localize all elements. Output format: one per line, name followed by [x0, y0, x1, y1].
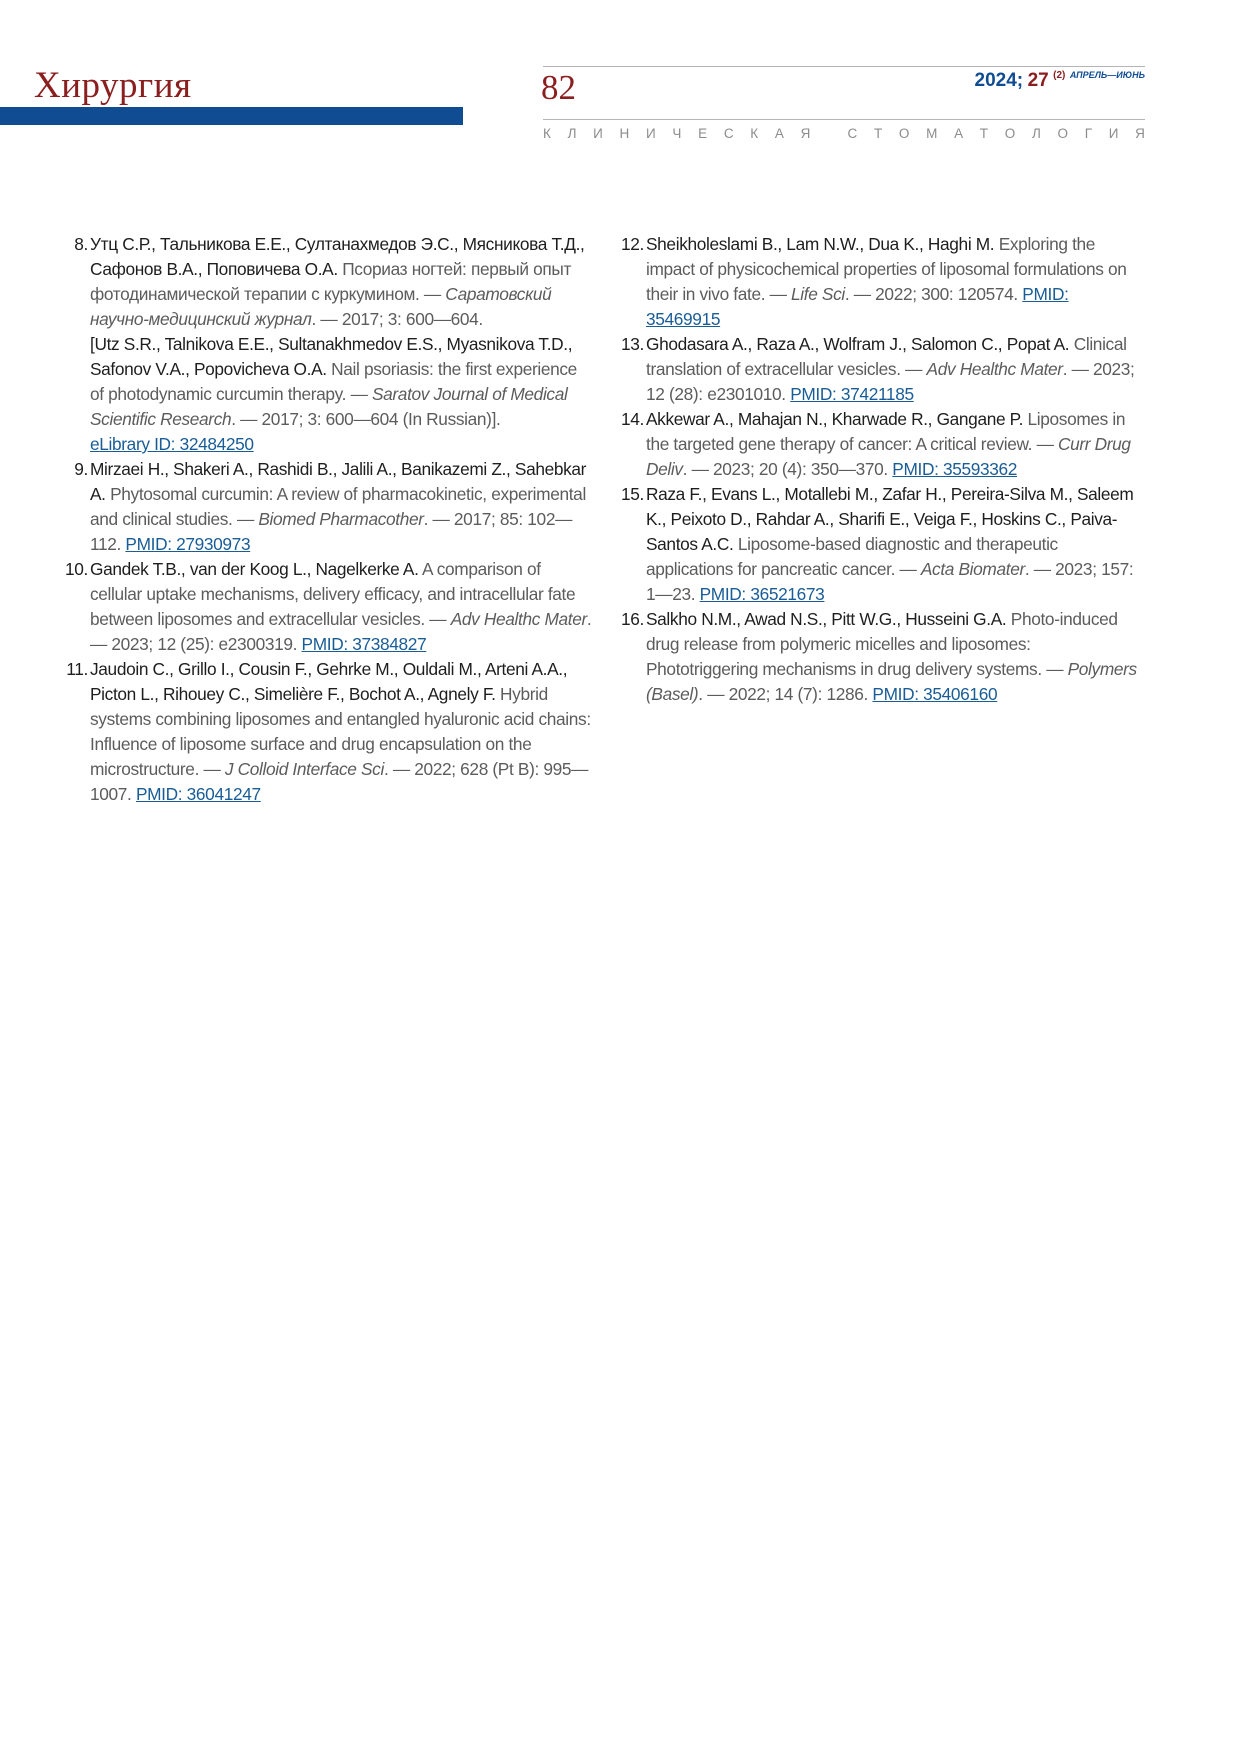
reference-journal: Саратовский научно-медицинский журнал	[90, 284, 552, 329]
reference-authors: Sheikholeslami B., Lam N.W., Dua K., Haghi M.	[646, 234, 995, 254]
journal-name-letter: О	[1057, 125, 1069, 141]
references-left-column	[62, 232, 594, 807]
header-rule-top	[543, 66, 1145, 67]
reference-link[interactable]: PMID: 27930973	[125, 534, 251, 554]
journal-name-gap	[827, 126, 831, 141]
reference-number: 9.	[74, 459, 88, 479]
reference-link[interactable]: PMID: 35406160	[872, 684, 998, 704]
reference-authors: Утц С.Р., Тальникова Е.Е., Султанахмедов Э.С., Мясникова Т.Д., Сафонов В.А., Поповичева О.А.	[90, 234, 585, 279]
reference-journal: Adv Healthc Mater	[926, 359, 1063, 379]
reference-translit-details: . — 2017; 3: 600—604 (In Russian)].	[231, 409, 501, 429]
journal-name-letter: Л	[567, 125, 577, 141]
section-title: Хирургия	[34, 65, 192, 106]
reference-journal: J Colloid Interface Sci	[224, 759, 384, 779]
reference-details: . — 2023; 20 (4): 350—370.	[682, 459, 893, 479]
issue-number: (2)	[1053, 70, 1066, 81]
issue-year: 2024;	[974, 70, 1024, 91]
reference-number: 15.	[621, 484, 644, 504]
reference-authors: Gandek T.B., van der Koog L., Nagelkerke A.	[90, 559, 419, 579]
journal-name-letter: А	[774, 125, 784, 141]
reference-authors: Raza F., Evans L., Motallebi M., Zafar H., Pereira-Silva M., Saleem K., Peixoto D., Rahdar A., Sharifi E., Veiga F., Hoskins C., Paiva-Santos A.C.	[646, 484, 1134, 554]
reference-item	[62, 232, 594, 457]
journal-name-letter: К	[750, 125, 759, 141]
reference-journal: Biomed Pharmacother	[258, 509, 424, 529]
reference-journal: Acta Biomater	[920, 559, 1025, 579]
journal-name-letter: И	[1108, 125, 1119, 141]
journal-name-letter: К	[543, 125, 551, 141]
reference-authors: Salkho N.M., Awad N.S., Pitt W.G., Husseini G.A.	[646, 609, 1007, 629]
reference-link[interactable]: PMID: 35469915	[646, 284, 1069, 329]
reference-translit-bracket: [	[90, 334, 95, 354]
reference-number: 16.	[621, 609, 644, 629]
reference-journal: Adv Healthc Mater	[450, 609, 587, 629]
journal-name-letter: Г	[1084, 125, 1093, 141]
reference-journal: Life Sci	[791, 284, 845, 304]
reference-number: 13.	[621, 334, 644, 354]
reference-details: . — 2023; 12 (25): e2300319.	[90, 609, 592, 654]
reference-number: 8.	[74, 234, 88, 254]
reference-title: Псориаз ногтей: первый опыт фотодинамической терапии с куркумином. —	[90, 259, 572, 304]
reference-link[interactable]: PMID: 36041247	[135, 784, 261, 804]
journal-name-letter: Т	[873, 125, 883, 141]
reference-item	[618, 607, 1146, 707]
reference-authors: Akkewar A., Mahajan N., Kharwade R., Gangane P.	[646, 409, 1024, 429]
issue-info	[975, 70, 1146, 92]
reference-authors: Jaudoin C., Grillo I., Cousin F., Gehrke M., Ouldali M., Arteni A.A., Picton L., Rihouey C., Simelière F., Bochot A., Agnely F.	[90, 659, 568, 704]
journal-name	[543, 124, 1145, 142]
references-right-column	[618, 232, 1146, 707]
reference-number: 11.	[66, 659, 88, 679]
reference-link[interactable]: eLibrary ID: 32484250	[90, 434, 254, 454]
reference-link[interactable]: PMID: 37384827	[301, 634, 427, 654]
journal-name-letter: Я	[800, 125, 811, 141]
issue-months: АПРЕЛЬ—ИЮНЬ	[1069, 70, 1145, 80]
journal-name-letter: Т	[979, 125, 989, 141]
journal-name-letter: М	[926, 125, 938, 141]
reference-title: Liposomes in the targeted gene therapy of cancer: A critical review. —	[646, 409, 1126, 454]
reference-title: A comparison of cellular uptake mechanisms, delivery efficacy, and intracellular fate between liposomes and extracellular vesicles. —	[90, 559, 576, 629]
reference-details: . — 2022; 300: 120574.	[844, 284, 1023, 304]
reference-translit-journal: Saratov Journal of Medical Scientific Research	[90, 384, 568, 429]
reference-number: 10.	[65, 559, 88, 579]
reference-title: Phytosomal curcumin: A review of pharmacokinetic, experimental and clinical studies. —	[90, 484, 586, 529]
reference-item	[62, 457, 594, 557]
reference-item	[62, 657, 594, 807]
reference-title: Exploring the impact of physicochemical properties of liposomal formulations on their in vivo fate. —	[646, 234, 1127, 304]
section-color-bar	[0, 107, 463, 125]
reference-title: Clinical translation of extracellular vesicles. —	[646, 334, 1127, 379]
reference-translit-authors: Utz S.R., Talnikova E.E., Sultanakhmedov E.S., Myasnikova T.D., Safonov V.A., Popovicheva O.A.	[90, 334, 573, 379]
journal-name-letter: С	[723, 125, 734, 141]
reference-link[interactable]: PMID: 35593362	[892, 459, 1018, 479]
reference-link[interactable]: PMID: 36521673	[699, 584, 825, 604]
reference-details: . — 2023; 157: 1—23.	[646, 559, 1134, 604]
reference-title: Liposome-based diagnostic and therapeutic applications for pancreatic cancer. —	[646, 534, 1058, 579]
reference-details: . — 2022; 14 (7): 1286.	[698, 684, 873, 704]
journal-name-letter: О	[1004, 125, 1016, 141]
journal-name-letter: Н	[619, 125, 630, 141]
journal-name-letter: Е	[698, 125, 708, 141]
reference-details: . — 2023; 12 (28): e2301010.	[646, 359, 1135, 404]
journal-name-letter: О	[898, 125, 910, 141]
reference-journal: Curr Drug Deliv	[646, 434, 1131, 479]
reference-item	[618, 232, 1146, 332]
reference-details: . — 2017; 3: 600—604.	[311, 309, 483, 329]
reference-number: 12.	[621, 234, 644, 254]
reference-item	[618, 482, 1146, 607]
reference-item	[62, 557, 594, 657]
reference-item	[618, 332, 1146, 407]
reference-number: 14.	[621, 409, 644, 429]
issue-volume: 27	[1027, 70, 1049, 91]
reference-authors: Ghodasara A., Raza A., Wolfram J., Salomon C., Popat A.	[646, 334, 1070, 354]
reference-item	[618, 407, 1146, 482]
journal-name-letter: И	[593, 125, 603, 141]
journal-name-letter: А	[954, 125, 964, 141]
page-number: 82	[541, 68, 576, 107]
reference-authors: Mirzaei H., Shakeri A., Rashidi B., Jalili A., Banikazemi Z., Sahebkar A.	[90, 459, 587, 504]
reference-title: Photo-induced drug release from polymeric micelles and liposomes: Phototriggering mechanisms in drug delivery systems. —	[646, 609, 1118, 679]
journal-name-letter: Л	[1031, 125, 1041, 141]
reference-title: Hybrid systems combining liposomes and entangled hyaluronic acid chains: Influence of liposome surface and drug encapsulation on the microstructure. —	[90, 684, 591, 779]
header-rule-bottom	[543, 119, 1145, 120]
reference-journal: Polymers (Basel)	[646, 659, 1137, 704]
journal-name-letter: С	[847, 125, 858, 141]
journal-name-letter: Я	[1135, 125, 1145, 141]
reference-details: . — 2017; 85: 102—112.	[90, 509, 573, 554]
journal-name-letter: И	[646, 125, 656, 141]
reference-translit-title: Nail psoriasis: the first experience of photodynamic curcumin therapy. —	[90, 359, 577, 404]
reference-link[interactable]: PMID: 37421185	[790, 384, 914, 404]
journal-name-letter: Ч	[672, 125, 682, 141]
reference-details: . — 2022; 628 (Pt B): 995—1007.	[90, 759, 589, 804]
